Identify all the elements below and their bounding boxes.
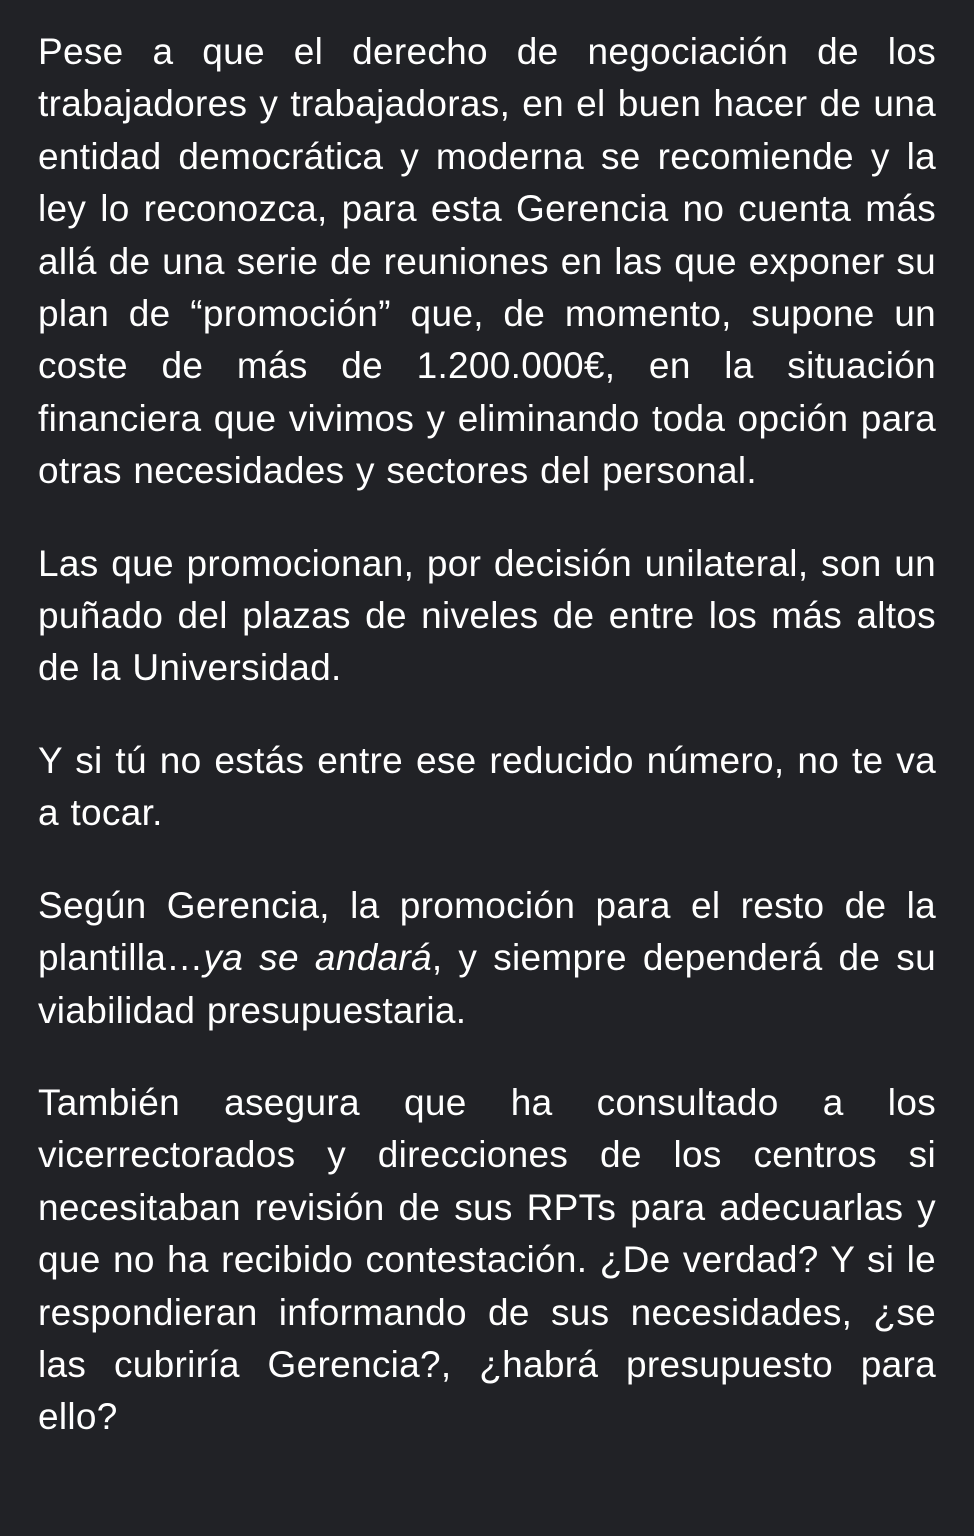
paragraph-promotions: Las que promocionan, por decisión unilateral, son un puñado del plazas de niveles de entre los más altos de la Universidad. bbox=[38, 542, 936, 689]
document-body bbox=[38, 26, 936, 1444]
rest-of-staff-tail-text: , y siempre dependerá de su viabilidad presupuestaria. bbox=[38, 937, 936, 1031]
paragraph-negotiation-rights: Pese a que el derecho de negociación de los trabajadores y trabajadoras, en el buen hacer de una entidad democrática y moderna se recomiende y la ley lo reconozca, para esta Gerencia no cuenta más allá de una serie de reuniones en las que exponer su plan de “promoción” que, de momento, supone un coste de más de 1.200.000€, en la situación financiera que vivimos y eliminando toda opción para otras necesidades y sectores del personal. bbox=[38, 31, 936, 492]
rest-of-staff-lead-text: Según Gerencia, la promoción para el resto de la plantilla… bbox=[38, 884, 936, 979]
paragraph-not-affected: Y si tú no estás entre ese reducido número, no te va a tocar. bbox=[38, 739, 936, 834]
paragraph-rest-of-staff bbox=[38, 880, 936, 1037]
paragraph-consultation: También asegura que ha consultado a los vicerrectorados y direcciones de los centros si necesitaban revisión de sus RPTs para adecuarlas y que no ha recibido contestación. ¿De verdad? Y si le respondieran informando de sus necesidades, ¿se las cubriría Gerencia?, ¿habrá presupuesto para ello? bbox=[38, 1081, 936, 1438]
rest-of-staff-italic-text: ya se andará bbox=[203, 937, 432, 979]
